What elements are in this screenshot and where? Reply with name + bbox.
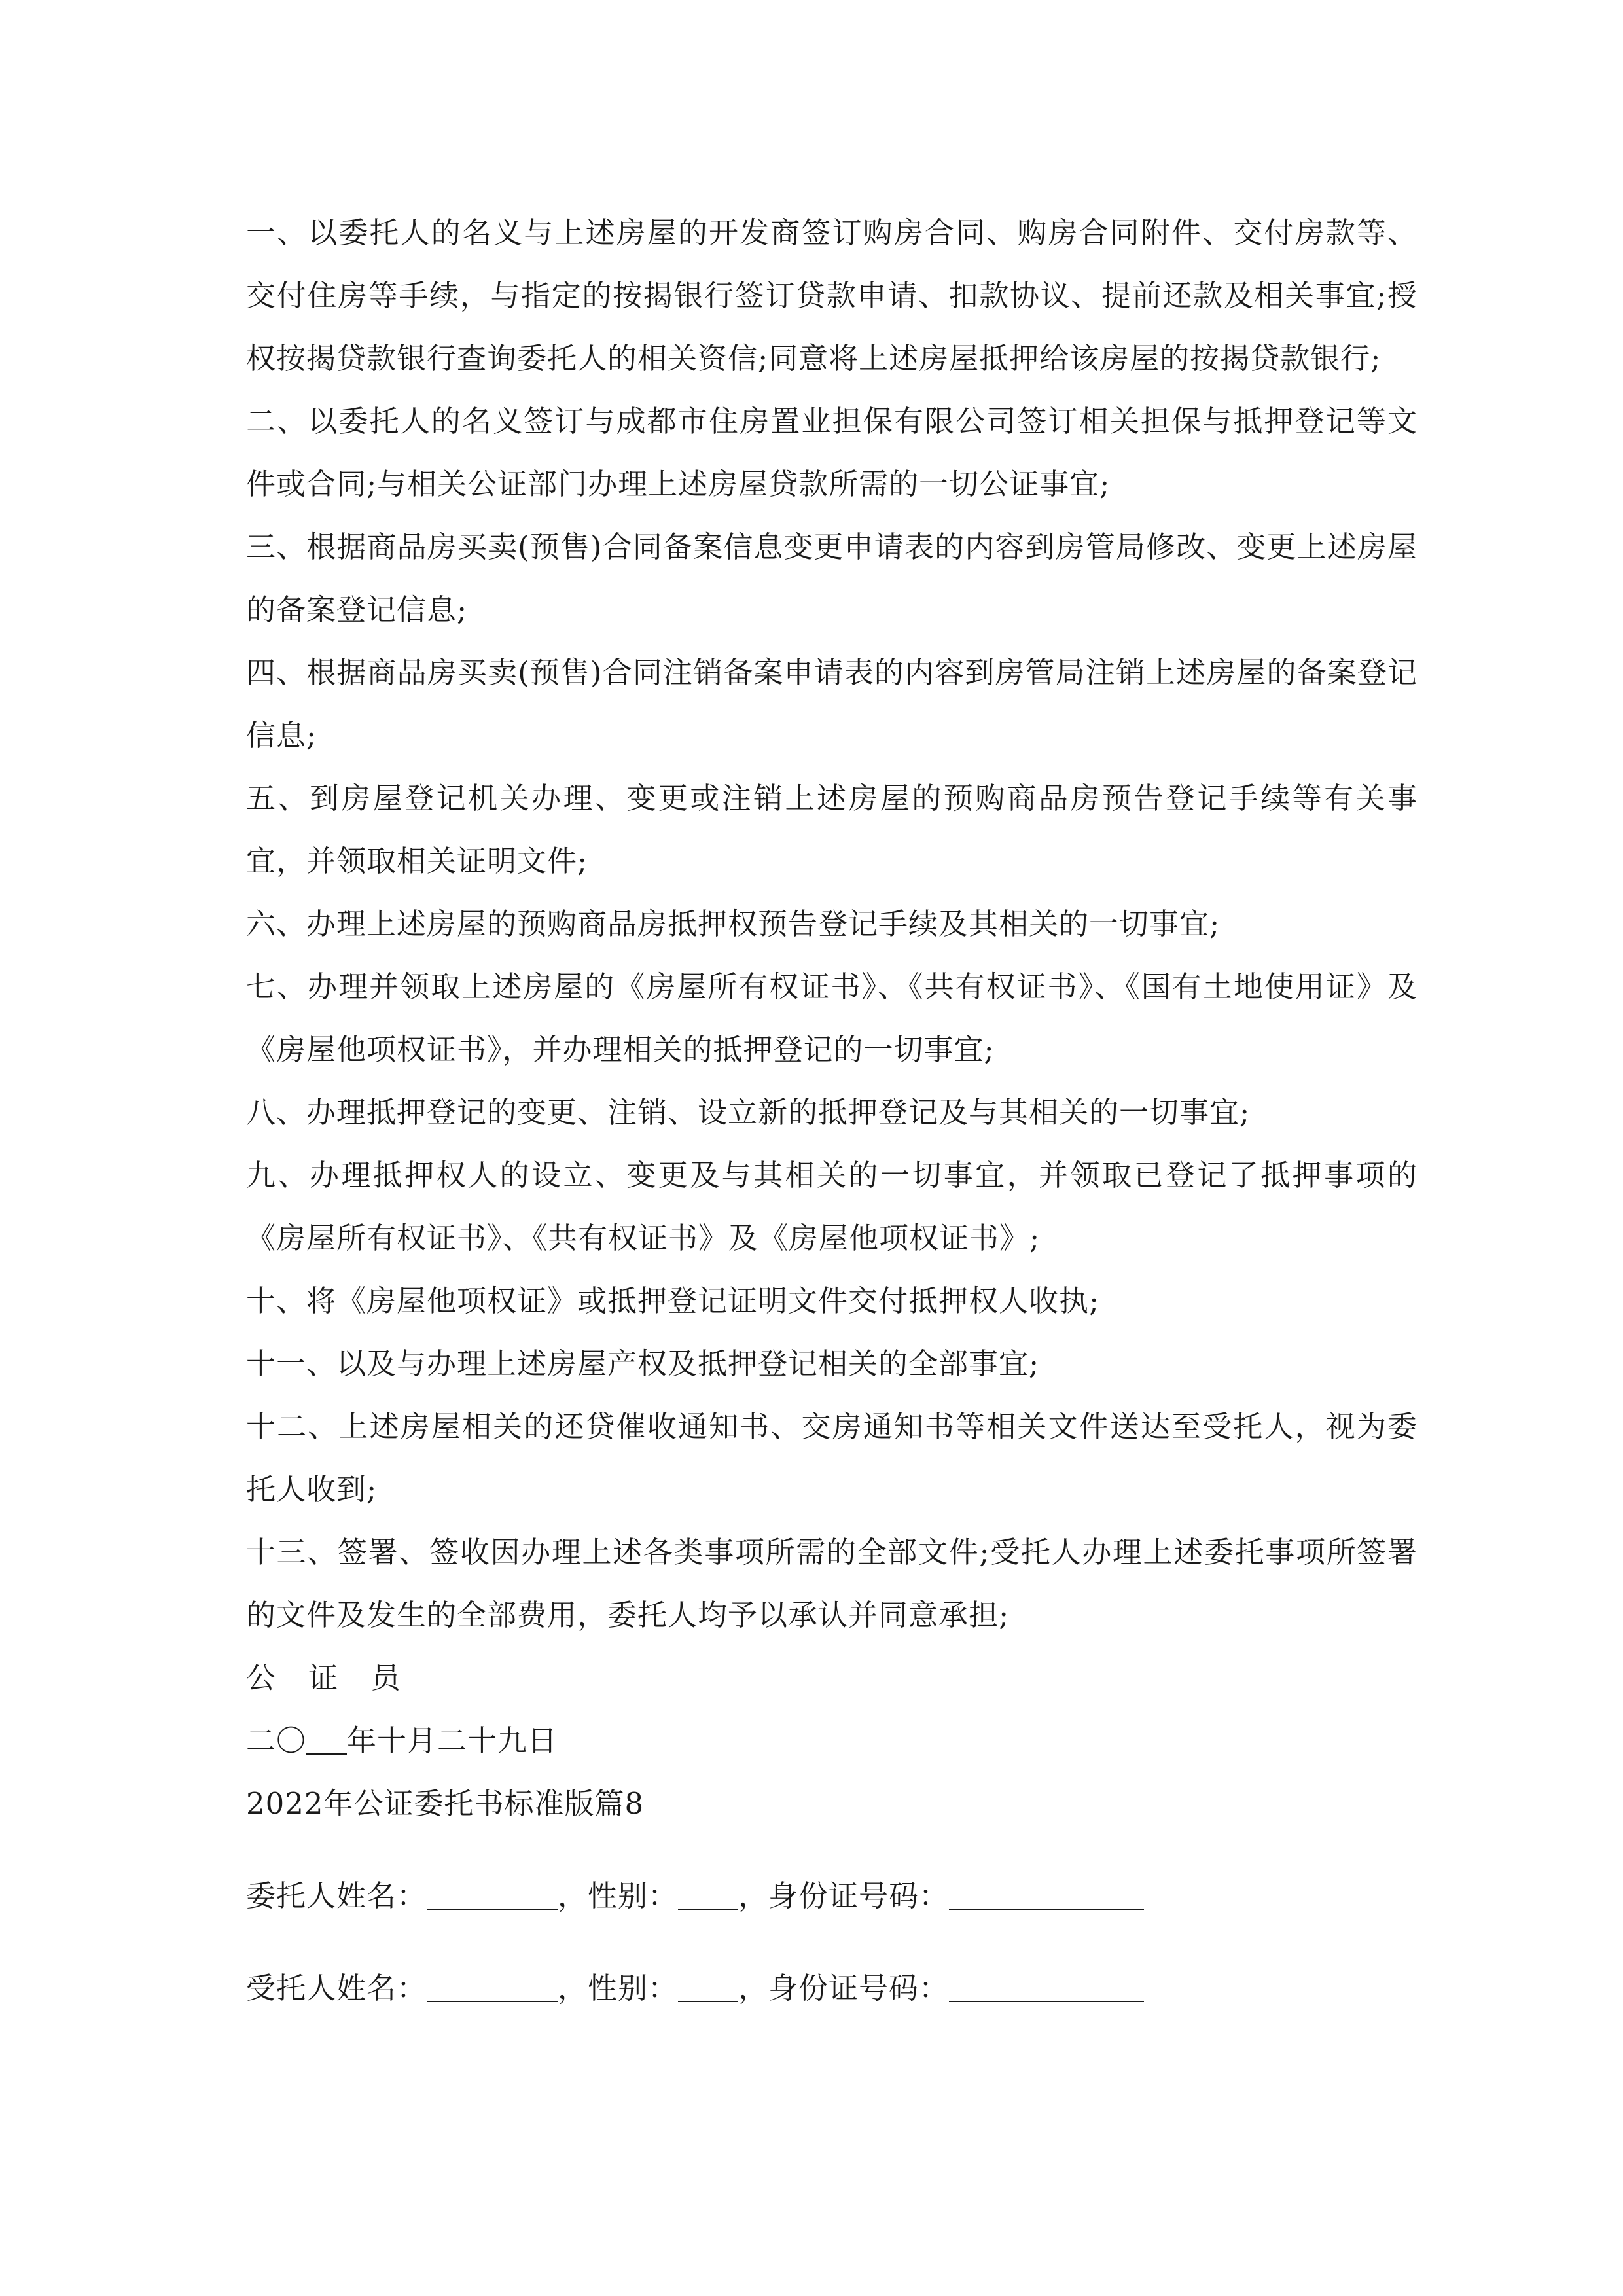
- agent-sex-field[interactable]: [678, 1975, 738, 2002]
- notary-label: 公 证 员: [246, 1660, 412, 1695]
- clause-10: 十、将《房屋他项权证》或抵押登记证明文件交付抵押权人收执;: [246, 1283, 1100, 1318]
- clause-11: 十一、以及与办理上述房屋产权及抵押登记相关的全部事宜;: [246, 1346, 1040, 1381]
- principal-id-label: ，身份证号码：: [738, 1878, 950, 1913]
- section-title: 2022年公证委托书标准版篇8: [246, 1786, 645, 1821]
- clause-8: 八、办理抵押登记的变更、注销、设立新的抵押登记及与其相关的一切事宜;: [246, 1095, 1251, 1130]
- clause-2: 二、以委托人的名义签订与成都市住房置业担保有限公司签订相关担保与抵押登记等文件或合同;与相关公证部门办理上述房屋贷款所需的一切公证事宜;: [246, 404, 1418, 501]
- date-line: [246, 1710, 1418, 1772]
- principal-id-field[interactable]: [949, 1882, 1144, 1910]
- agent-id-label: ，身份证号码：: [738, 1971, 950, 2005]
- agent-name-label: 受托人姓名：: [246, 1971, 427, 2005]
- clause-12: 十二、上述房屋相关的还贷催收通知书、交房通知书等相关文件送达至受托人，视为委托人收到;: [246, 1409, 1418, 1507]
- agent-info-row: [246, 1957, 1418, 2020]
- clause-7: 七、办理并领取上述房屋的《房屋所有权证书》、《共有权证书》、《国有土地使用证》及《房屋他项权证书》，并办理相关的抵押登记的一切事宜;: [246, 969, 1418, 1067]
- clause-9: 九、办理抵押权人的设立、变更及与其相关的一切事宜，并领取已登记了抵押事项的《房屋所有权证书》、《共有权证书》及《房屋他项权证书》;: [246, 1158, 1418, 1255]
- principal-info-row: [246, 1865, 1418, 1928]
- principal-sex-label: ，性别：: [558, 1878, 679, 1913]
- clause-3: 三、根据商品房买卖(预售)合同备案信息变更申请表的内容到房管局修改、变更上述房屋的备案登记信息;: [246, 529, 1418, 627]
- document-body: [246, 202, 1418, 2049]
- clause-13: 十三、签署、签收因办理上述各类事项所需的全部文件;受托人办理上述委托事项所签署的文件及发生的全部费用，委托人均予以承认并同意承担;: [246, 1535, 1418, 1632]
- date-prefix: 二〇: [246, 1723, 307, 1758]
- clause-5: 五、到房屋登记机关办理、变更或注销上述房屋的预购商品房预告登记手续等有关事宜，并领取相关证明文件;: [246, 781, 1418, 878]
- agent-name-field[interactable]: [427, 1975, 558, 2002]
- clause-1: 一、以委托人的名义与上述房屋的开发商签订购房合同、购房合同附件、交付房款等、交付住房等手续，与指定的按揭银行签订贷款申请、扣款协议、提前还款及相关事宜;授权按揭贷款银行查询委托人的相关资信;同意将上述房屋抵押给该房屋的按揭贷款银行;: [246, 215, 1418, 376]
- principal-name-label: 委托人姓名：: [246, 1878, 427, 1913]
- date-suffix: 年十月二十九日: [347, 1723, 558, 1758]
- principal-sex-field[interactable]: [678, 1882, 738, 1910]
- year-blank[interactable]: [306, 1727, 347, 1755]
- clause-6: 六、办理上述房屋的预购商品房抵押权预告登记手续及其相关的一切事宜;: [246, 906, 1221, 941]
- principal-name-field[interactable]: [427, 1882, 558, 1910]
- clause-4: 四、根据商品房买卖(预售)合同注销备案申请表的内容到房管局注销上述房屋的备案登记信息;: [246, 655, 1418, 753]
- agent-id-field[interactable]: [949, 1975, 1144, 2002]
- agent-sex-label: ，性别：: [558, 1971, 679, 2005]
